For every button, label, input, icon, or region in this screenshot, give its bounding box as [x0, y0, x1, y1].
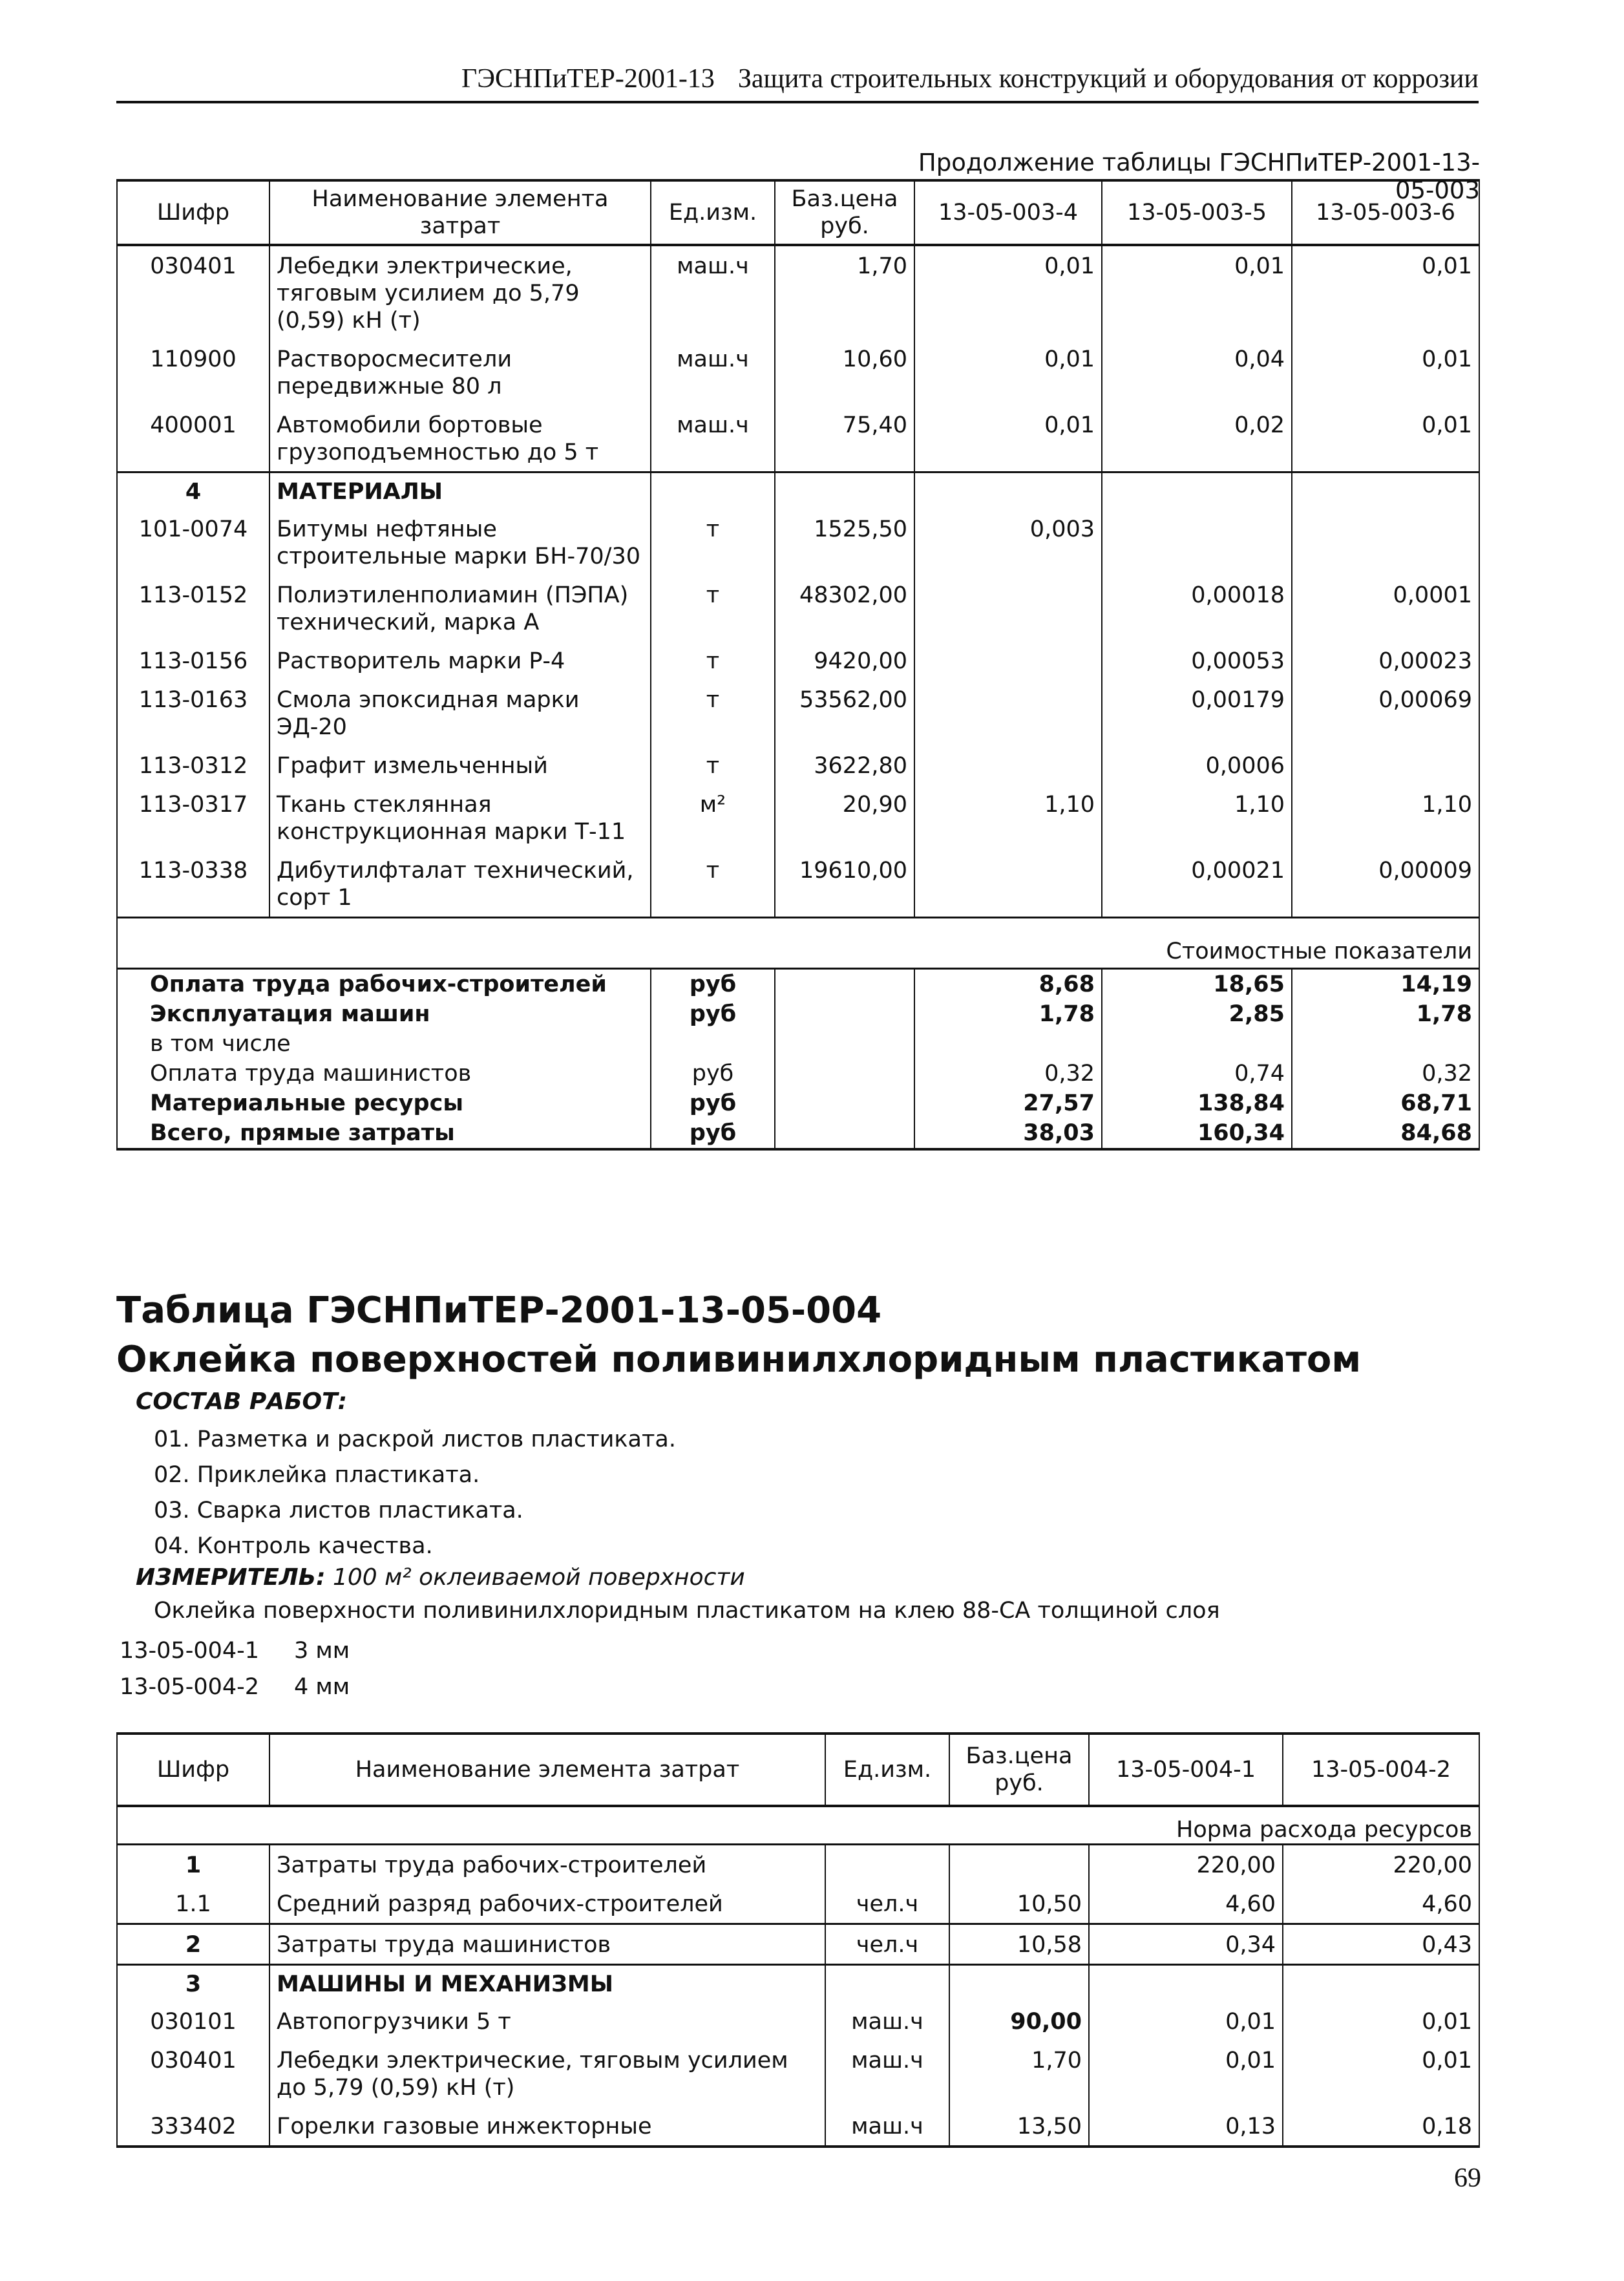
row-code: 113-0317	[117, 785, 269, 851]
row-unit: чел.ч	[825, 1884, 949, 1924]
variants-list	[120, 1633, 350, 1705]
section-row-materials	[117, 472, 1479, 510]
indicator-row	[117, 969, 1479, 1000]
indicator-value: 0,32	[914, 1059, 1102, 1088]
row-value: 0,00023	[1292, 641, 1479, 680]
table-row	[117, 851, 1479, 918]
row-value	[914, 746, 1102, 785]
table-row	[117, 575, 1479, 641]
row-code: 113-0156	[117, 641, 269, 680]
indicator-unit: руб	[651, 969, 775, 1000]
indicator-value: 160,34	[1102, 1118, 1292, 1149]
variant-code: 13-05-004-2	[120, 1674, 260, 1700]
col-header-code: Шифр	[117, 180, 269, 245]
row-value: 0,00053	[1102, 641, 1292, 680]
row-value: 220,00	[1283, 1845, 1479, 1885]
works-heading: СОСТАВ РАБОТ:	[136, 1388, 348, 1415]
col-header-code: Шифр	[117, 1734, 269, 1806]
table-row	[117, 1845, 1479, 1885]
row-code: 113-0152	[117, 575, 269, 641]
section-title: МАТЕРИАЛЫ	[269, 472, 651, 510]
row-value: 1,10	[914, 785, 1102, 851]
row-value: 0,00069	[1292, 680, 1479, 746]
indicator-value: 27,57	[914, 1088, 1102, 1118]
indicator-value: 0,74	[1102, 1059, 1292, 1088]
col-header-variant: 13-05-003-6	[1292, 180, 1479, 245]
row-unit: т	[651, 746, 775, 785]
table-row	[117, 680, 1479, 746]
indicator-name: в том числе	[117, 1029, 651, 1059]
norm-label: Норма расхода ресурсов	[117, 1806, 1479, 1845]
table-title-name: Оклейка поверхностей поливинилхлоридным пластикатом	[116, 1339, 1362, 1381]
row-value: 0,00179	[1102, 680, 1292, 746]
indicator-row	[117, 1029, 1479, 1059]
table-header-row	[117, 180, 1479, 245]
work-description: Оклейка поверхности поливинилхлоридным пластикатом на клею 88-СА толщиной слоя	[154, 1598, 1220, 1624]
indicator-value: 68,71	[1292, 1088, 1479, 1118]
row-value: 0,01	[914, 405, 1102, 472]
col-header-name: Наименование элемента затрат	[269, 1734, 825, 1806]
row-unit: т	[651, 851, 775, 918]
row-code: 030401	[117, 245, 269, 339]
row-value: 0,01	[1283, 2041, 1479, 2106]
col-header-price: Баз.цена руб.	[775, 180, 914, 245]
row-price: 75,40	[775, 405, 914, 472]
row-value	[1292, 509, 1479, 575]
table-row	[117, 2106, 1479, 2147]
col-header-variant: 13-05-004-2	[1283, 1734, 1479, 1806]
row-unit	[825, 1845, 949, 1885]
row-price: 90,00	[949, 2002, 1089, 2041]
row-name: Затраты труда машинистов	[269, 1924, 825, 1965]
running-header	[116, 63, 1479, 103]
row-price: 10,50	[949, 1884, 1089, 1924]
indicator-value: 138,84	[1102, 1088, 1292, 1118]
indicator-value: 0,32	[1292, 1059, 1479, 1088]
row-price: 1,70	[949, 2041, 1089, 2106]
table-row	[117, 746, 1479, 785]
indicator-name: Оплата труда рабочих-строителей	[117, 969, 651, 1000]
row-name: Лебедки электрические, тяговым усилием до 5,79 (0,59) кН (т)	[269, 2041, 825, 2106]
row-code: 101-0074	[117, 509, 269, 575]
table-row	[117, 405, 1479, 472]
indicator-value: 1,78	[1292, 999, 1479, 1029]
row-unit: маш.ч	[825, 2041, 949, 2106]
indicator-unit: руб	[651, 1118, 775, 1149]
row-value: 0,01	[1292, 405, 1479, 472]
row-code: 110900	[117, 339, 269, 405]
variant-value: 3 мм	[294, 1638, 350, 1664]
row-unit: т	[651, 641, 775, 680]
row-value: 1,10	[1102, 785, 1292, 851]
section-title: МАШИНЫ И МЕХАНИЗМЫ	[269, 1965, 825, 2002]
list-item: 03. Сварка листов пластиката.	[154, 1498, 523, 1523]
row-name: Ткань стеклянная конструкционная марки Т-11	[269, 785, 651, 851]
list-item: 04. Контроль качества.	[154, 1533, 433, 1559]
section-code: 4	[117, 472, 269, 510]
indicator-unit: руб	[651, 1059, 775, 1088]
row-value: 0,13	[1089, 2106, 1283, 2147]
col-header-unit: Ед.изм.	[825, 1734, 949, 1806]
row-price: 1525,50	[775, 509, 914, 575]
row-unit: маш.ч	[825, 2106, 949, 2147]
row-value: 0,01	[914, 245, 1102, 339]
row-name: Горелки газовые инжекторные	[269, 2106, 825, 2147]
row-value: 0,003	[914, 509, 1102, 575]
section-row-machines	[117, 1965, 1479, 2002]
indicator-value: 2,85	[1102, 999, 1292, 1029]
list-item	[120, 1633, 350, 1669]
works-list	[154, 1422, 676, 1564]
row-value: 0,34	[1089, 1924, 1283, 1965]
table-title-code: Таблица ГЭСНПиТЕР-2001-13-05-004	[116, 1289, 882, 1331]
row-value: 0,01	[1292, 339, 1479, 405]
col-header-variant: 13-05-004-1	[1089, 1734, 1283, 1806]
row-value	[914, 575, 1102, 641]
table-row	[117, 339, 1479, 405]
row-value: 0,43	[1283, 1924, 1479, 1965]
row-name: Битумы нефтяные строительные марки БН-70/30	[269, 509, 651, 575]
row-value: 0,0001	[1292, 575, 1479, 641]
row-code: 1	[117, 1845, 269, 1885]
row-unit: м²	[651, 785, 775, 851]
row-code: 113-0163	[117, 680, 269, 746]
indicator-value: 14,19	[1292, 969, 1479, 1000]
col-header-variant: 13-05-003-4	[914, 180, 1102, 245]
resource-table-13-05-003	[116, 179, 1480, 1151]
row-price: 13,50	[949, 2106, 1089, 2147]
page-number: 69	[1454, 2163, 1481, 2193]
table-continuation-caption: Продолжение таблицы ГЭСНПиТЕР-2001-13-05-003	[918, 149, 1480, 204]
row-unit: маш.ч	[825, 2002, 949, 2041]
col-header-variant: 13-05-003-5	[1102, 180, 1292, 245]
row-value: 4,60	[1283, 1884, 1479, 1924]
row-code: 113-0338	[117, 851, 269, 918]
indicator-value: 38,03	[914, 1118, 1102, 1149]
row-value	[914, 851, 1102, 918]
indicator-value: 84,68	[1292, 1118, 1479, 1149]
row-value	[1292, 746, 1479, 785]
list-item	[120, 1669, 350, 1705]
meter-line	[136, 1564, 745, 1591]
col-header-price: Баз.цена руб.	[949, 1734, 1089, 1806]
table-row	[117, 1924, 1479, 1965]
row-price	[949, 1845, 1089, 1885]
row-name: Затраты труда рабочих-строителей	[269, 1845, 825, 1885]
row-value: 0,00018	[1102, 575, 1292, 641]
row-name: Лебедки электрические, тяговым усилием до 5,79 (0,59) кН (т)	[269, 245, 651, 339]
row-unit: маш.ч	[651, 245, 775, 339]
row-value: 0,01	[1283, 2002, 1479, 2041]
indicator-value: 8,68	[914, 969, 1102, 1000]
row-code: 400001	[117, 405, 269, 472]
indicator-value: 18,65	[1102, 969, 1292, 1000]
variant-code: 13-05-004-1	[120, 1638, 260, 1664]
cost-indicators-label: Стоимостные показатели	[117, 918, 1479, 969]
table-row	[117, 785, 1479, 851]
resource-table-13-05-004	[116, 1732, 1480, 2148]
table-header-row	[117, 1734, 1479, 1806]
row-value	[914, 641, 1102, 680]
row-price: 48302,00	[775, 575, 914, 641]
indicator-name: Эксплуатация машин	[117, 999, 651, 1029]
row-unit: т	[651, 509, 775, 575]
row-value: 0,01	[1089, 2002, 1283, 2041]
row-name: Растворитель марки Р-4	[269, 641, 651, 680]
cost-indicators-band	[117, 918, 1479, 969]
row-value: 0,18	[1283, 2106, 1479, 2147]
row-price: 3622,80	[775, 746, 914, 785]
indicator-row	[117, 1059, 1479, 1088]
row-price: 20,90	[775, 785, 914, 851]
row-value: 0,02	[1102, 405, 1292, 472]
indicator-row	[117, 999, 1479, 1029]
row-unit: чел.ч	[825, 1924, 949, 1965]
table-row	[117, 245, 1479, 339]
row-name: Смола эпоксидная марки ЭД-20	[269, 680, 651, 746]
row-value: 0,04	[1102, 339, 1292, 405]
row-value: 1,10	[1292, 785, 1479, 851]
indicator-name: Оплата труда машинистов	[117, 1059, 651, 1088]
table-row	[117, 641, 1479, 680]
row-value: 0,00021	[1102, 851, 1292, 918]
row-unit: маш.ч	[651, 405, 775, 472]
table-title	[116, 1286, 1361, 1385]
row-value: 220,00	[1089, 1845, 1283, 1885]
list-item: 02. Приклейка пластиката.	[154, 1462, 480, 1488]
row-name: Графит измельченный	[269, 746, 651, 785]
row-value: 0,00009	[1292, 851, 1479, 918]
row-value	[1102, 509, 1292, 575]
indicator-value: 1,78	[914, 999, 1102, 1029]
table-row	[117, 509, 1479, 575]
section-code: 3	[117, 1965, 269, 2002]
row-value: 0,01	[1102, 245, 1292, 339]
col-header-unit: Ед.изм.	[651, 180, 775, 245]
row-name: Дибутилфталат технический, сорт 1	[269, 851, 651, 918]
row-code: 333402	[117, 2106, 269, 2147]
row-value: 0,01	[914, 339, 1102, 405]
row-code: 1.1	[117, 1884, 269, 1924]
meter-value: 100 м² оклеиваемой поверхности	[332, 1564, 745, 1591]
table-row	[117, 1884, 1479, 1924]
row-name: Средний разряд рабочих-строителей	[269, 1884, 825, 1924]
row-name: Растворосмесители передвижные 80 л	[269, 339, 651, 405]
row-price: 10,60	[775, 339, 914, 405]
row-price: 9420,00	[775, 641, 914, 680]
row-name: Полиэтиленполиамин (ПЭПА) технический, марка А	[269, 575, 651, 641]
row-unit: т	[651, 680, 775, 746]
norm-band	[117, 1806, 1479, 1845]
row-value: 0,01	[1089, 2041, 1283, 2106]
row-unit: маш.ч	[651, 339, 775, 405]
list-item: 01. Разметка и раскрой листов пластиката.	[154, 1427, 676, 1452]
row-code: 030101	[117, 2002, 269, 2041]
variant-value: 4 мм	[294, 1674, 350, 1700]
row-name: Автомобили бортовые грузоподъемностью до 5 т	[269, 405, 651, 472]
meter-label: ИЗМЕРИТЕЛЬ:	[136, 1564, 326, 1591]
row-code: 030401	[117, 2041, 269, 2106]
row-price: 10,58	[949, 1924, 1089, 1965]
col-header-name: Наименование элемента затрат	[269, 180, 651, 245]
table-row	[117, 2041, 1479, 2106]
row-value: 0,01	[1292, 245, 1479, 339]
row-unit: т	[651, 575, 775, 641]
row-code: 113-0312	[117, 746, 269, 785]
indicator-name: Материальные ресурсы	[117, 1088, 651, 1118]
row-price: 1,70	[775, 245, 914, 339]
header-series: ГЭСНПиТЕР-2001-13	[461, 64, 715, 94]
header-title: Защита строительных конструкций и оборудования от коррозии	[737, 64, 1479, 94]
row-value: 0,0006	[1102, 746, 1292, 785]
row-name: Автопогрузчики 5 т	[269, 2002, 825, 2041]
row-value	[914, 680, 1102, 746]
row-value: 4,60	[1089, 1884, 1283, 1924]
row-price: 19610,00	[775, 851, 914, 918]
indicator-row	[117, 1088, 1479, 1118]
indicator-row	[117, 1118, 1479, 1149]
row-price: 53562,00	[775, 680, 914, 746]
table-row	[117, 2002, 1479, 2041]
indicator-unit: руб	[651, 999, 775, 1029]
indicator-name: Всего, прямые затраты	[117, 1118, 651, 1149]
row-code: 2	[117, 1924, 269, 1965]
indicator-unit: руб	[651, 1088, 775, 1118]
